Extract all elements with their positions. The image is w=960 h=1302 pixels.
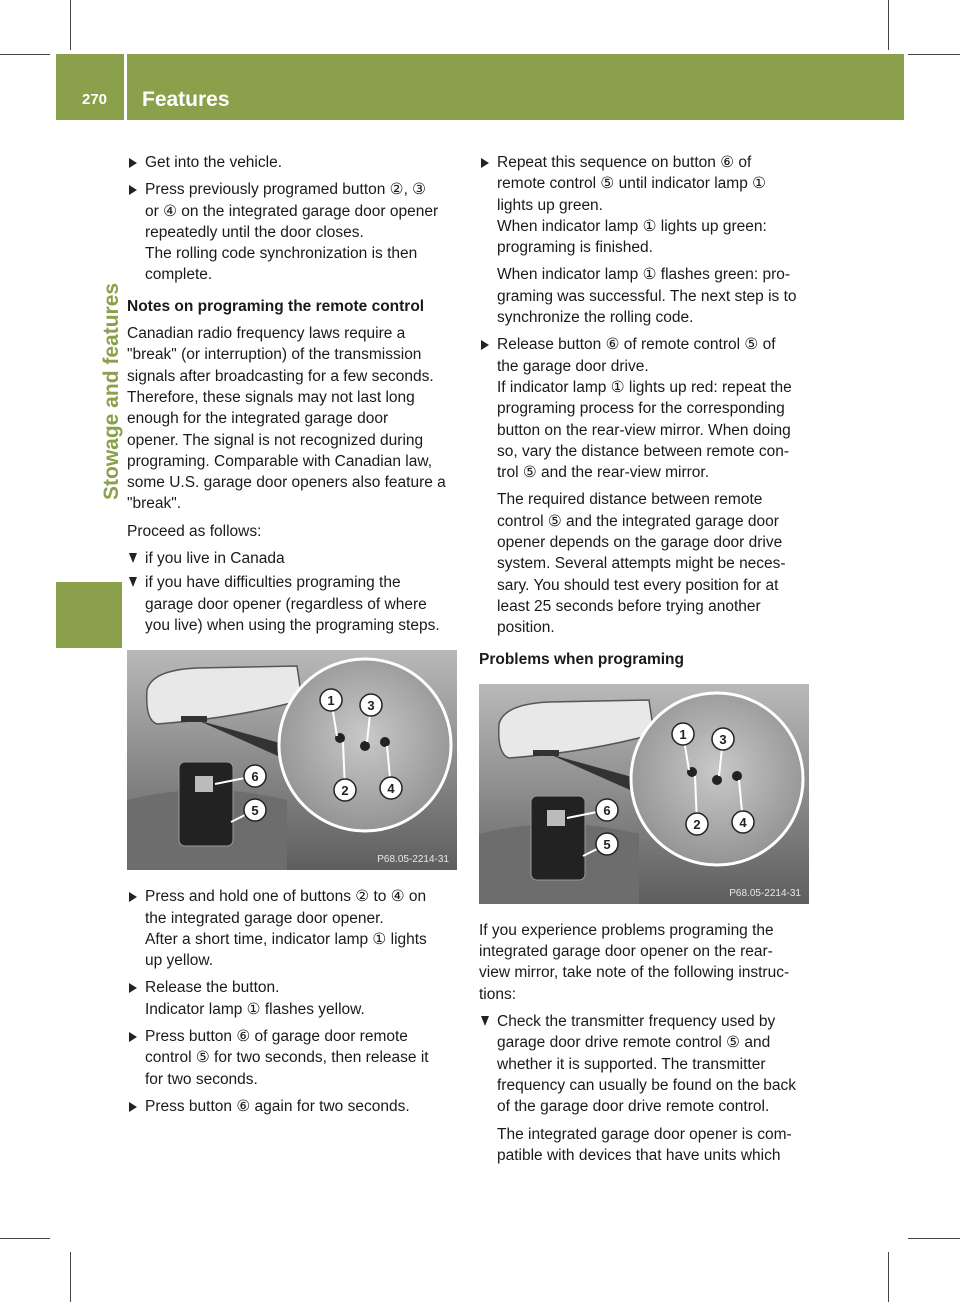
callout-label: 3 xyxy=(367,698,375,714)
crop-mark xyxy=(70,0,71,50)
text-line: Get into the vehicle. xyxy=(145,154,282,171)
text-line: you live) when using the programing steps. xyxy=(145,616,440,634)
text-line: Press previously programed button ②, ③ xyxy=(145,181,427,199)
step-list xyxy=(127,152,462,286)
text-line: the integrated garage door opener. xyxy=(145,909,384,927)
text-line: if you live in Canada xyxy=(145,550,285,568)
text-line: system. Several attempts might be neces- xyxy=(497,555,786,573)
text-line: "break" (or interruption) of the transmission xyxy=(127,346,422,364)
instruction-step xyxy=(127,179,462,285)
garage-opener-buttons xyxy=(181,716,207,722)
text-line: Repeat this sequence on button ⑥ of xyxy=(497,154,752,171)
instruction-step xyxy=(479,334,814,638)
instruction-step xyxy=(127,1096,462,1117)
crop-mark xyxy=(888,0,889,50)
text-line: Press button ⑥ again for two seconds. xyxy=(145,1097,410,1115)
text-line: graming was successful. The next step is to xyxy=(497,287,797,305)
callout-label: 2 xyxy=(341,783,349,799)
text-line: When indicator lamp ① flashes green: pro- xyxy=(497,266,791,284)
text-line: for two seconds. xyxy=(145,1070,258,1088)
text-line: least 25 seconds before trying another xyxy=(497,597,761,615)
text-line: signals after broadcasting for a few seconds. xyxy=(127,367,434,385)
bullet-item xyxy=(127,572,462,636)
step-note xyxy=(497,489,814,638)
text-line: or ④ on the integrated garage door opener xyxy=(145,202,439,220)
text-line: If indicator lamp ① lights up red: repeat the xyxy=(497,378,792,396)
page-title: Features xyxy=(142,88,230,111)
garage-opener-buttons xyxy=(533,750,559,756)
text-line: garage door opener (regardless of where xyxy=(145,595,427,613)
text-line: position. xyxy=(497,619,555,637)
remote-control xyxy=(531,796,585,880)
illustration-svg xyxy=(479,684,809,904)
text-line: up yellow. xyxy=(145,952,214,970)
crop-mark xyxy=(70,1252,71,1302)
text-line: control ⑤ for two seconds, then release it xyxy=(145,1049,429,1067)
remote-control xyxy=(179,762,233,846)
text-line: patible with devices that have units which xyxy=(497,1146,781,1164)
text-line: programing process for the corresponding xyxy=(497,400,785,418)
crop-mark xyxy=(0,1238,50,1239)
text-line: Press button ⑥ of garage door remote xyxy=(145,1028,408,1046)
bullet-list xyxy=(127,548,462,636)
side-tab-marker xyxy=(56,582,122,648)
button-2-dot xyxy=(360,741,370,751)
callout-label: 1 xyxy=(327,693,335,709)
section-heading: Problems when programing xyxy=(479,650,684,668)
text-line: opener depends on the garage door drive xyxy=(497,534,783,552)
text-line: Therefore, these signals may not last long xyxy=(127,388,415,406)
text-line: lights up green. xyxy=(497,196,603,214)
callout-label: 4 xyxy=(387,781,395,797)
remote-button xyxy=(195,776,213,792)
instruction-step xyxy=(479,152,814,328)
instruction-step xyxy=(127,152,462,173)
mirror-illustration xyxy=(127,650,457,870)
text-line: opener. The signal is not recognized during xyxy=(127,431,424,449)
callout-label: 5 xyxy=(251,803,259,819)
step-list xyxy=(127,886,462,1117)
text-line: whether it is supported. The transmitter xyxy=(497,1055,766,1073)
text-line: synchronize the rolling code. xyxy=(497,309,694,327)
side-tab-label: Stowage and features xyxy=(100,282,123,500)
text-line: garage door drive remote control ⑤ and xyxy=(497,1034,771,1052)
text-line: repeatedly until the door closes. xyxy=(145,223,364,241)
text-line: view mirror, take note of the following instruc- xyxy=(479,964,790,982)
text-line: programing is finished. xyxy=(497,239,653,257)
remote-button xyxy=(547,810,565,826)
right-column xyxy=(479,152,814,1169)
callout-label: 4 xyxy=(739,814,747,830)
instruction-step xyxy=(127,977,462,1020)
button-3-dot xyxy=(380,737,390,747)
text-line: Check the transmitter frequency used by xyxy=(497,1013,776,1031)
instruction-step xyxy=(127,886,462,971)
illustration-svg xyxy=(127,650,457,870)
text-line: remote control ⑤ until indicator lamp ① xyxy=(497,175,767,193)
text-line: integrated garage door opener on the rear- xyxy=(479,943,773,961)
text-line: if you have difficulties programing the xyxy=(145,574,401,592)
mirror-illustration xyxy=(479,684,809,904)
text-line: tions: xyxy=(479,985,517,1003)
text-line: enough for the integrated garage door xyxy=(127,410,389,428)
crop-mark xyxy=(888,1252,889,1302)
text-line: Canadian radio frequency laws require a xyxy=(127,325,406,343)
bullet-list xyxy=(479,1011,814,1166)
section-heading: Notes on programing the remote control xyxy=(127,297,425,315)
instruction-step xyxy=(127,1026,462,1090)
left-column xyxy=(127,152,462,1123)
callout-label: 1 xyxy=(679,726,687,742)
text-line: When indicator lamp ① lights up green: xyxy=(497,217,767,235)
text-line: Release button ⑥ of remote control ⑤ of xyxy=(497,336,776,354)
text-line: frequency can usually be found on the back xyxy=(497,1076,797,1094)
text-line: "break". xyxy=(127,495,182,513)
text-line: some U.S. garage door openers also feature a xyxy=(127,474,446,492)
text-line: The required distance between remote xyxy=(497,491,763,509)
page-number: 270 xyxy=(82,91,108,108)
text-line: The rolling code synchronization is then xyxy=(145,245,418,263)
step-note xyxy=(497,264,814,328)
text-line: programing. Comparable with Canadian law, xyxy=(127,452,432,470)
crop-mark xyxy=(908,1238,960,1239)
crop-mark xyxy=(908,54,960,55)
text-line: The integrated garage door opener is com- xyxy=(497,1125,792,1143)
text-line: the garage door drive. xyxy=(497,357,649,375)
callout-label: 2 xyxy=(693,816,701,832)
text-line: trol ⑤ and the rear-view mirror. xyxy=(497,464,710,482)
callout-label: 5 xyxy=(603,836,611,852)
figure-code: P68.05-2214-31 xyxy=(377,854,449,866)
text-line: of the garage door drive remote control. xyxy=(497,1098,770,1116)
step-note xyxy=(497,1124,814,1167)
callout-label: 3 xyxy=(719,731,727,747)
figure-code: P68.05-2214-31 xyxy=(729,887,801,899)
text-line: control ⑤ and the integrated garage door xyxy=(497,512,779,530)
header-separator xyxy=(124,54,127,120)
button-2-dot xyxy=(712,775,722,785)
text-line: complete. xyxy=(145,266,213,284)
text-line: so, vary the distance between remote con- xyxy=(497,442,790,460)
button-3-dot xyxy=(732,771,742,781)
paragraph xyxy=(127,323,462,515)
text-line: If you experience problems programing the xyxy=(479,921,774,939)
bullet-item xyxy=(127,548,462,569)
crop-mark xyxy=(0,54,50,55)
paragraph xyxy=(479,920,814,1005)
text-line: After a short time, indicator lamp ① lights xyxy=(145,930,427,948)
text-line: sary. You should test every position for at xyxy=(497,576,779,594)
callout-label: 6 xyxy=(251,769,259,785)
text-line: Indicator lamp ① flashes yellow. xyxy=(145,1000,365,1018)
text-line: Release the button. xyxy=(145,979,280,997)
text-line: Press and hold one of buttons ② to ④ on xyxy=(145,888,427,906)
bullet-item xyxy=(479,1011,814,1166)
paragraph: Proceed as follows: xyxy=(127,522,262,540)
text-line: button on the rear-view mirror. When doing xyxy=(497,421,791,439)
step-list xyxy=(479,152,814,639)
callout-label: 6 xyxy=(603,802,611,818)
